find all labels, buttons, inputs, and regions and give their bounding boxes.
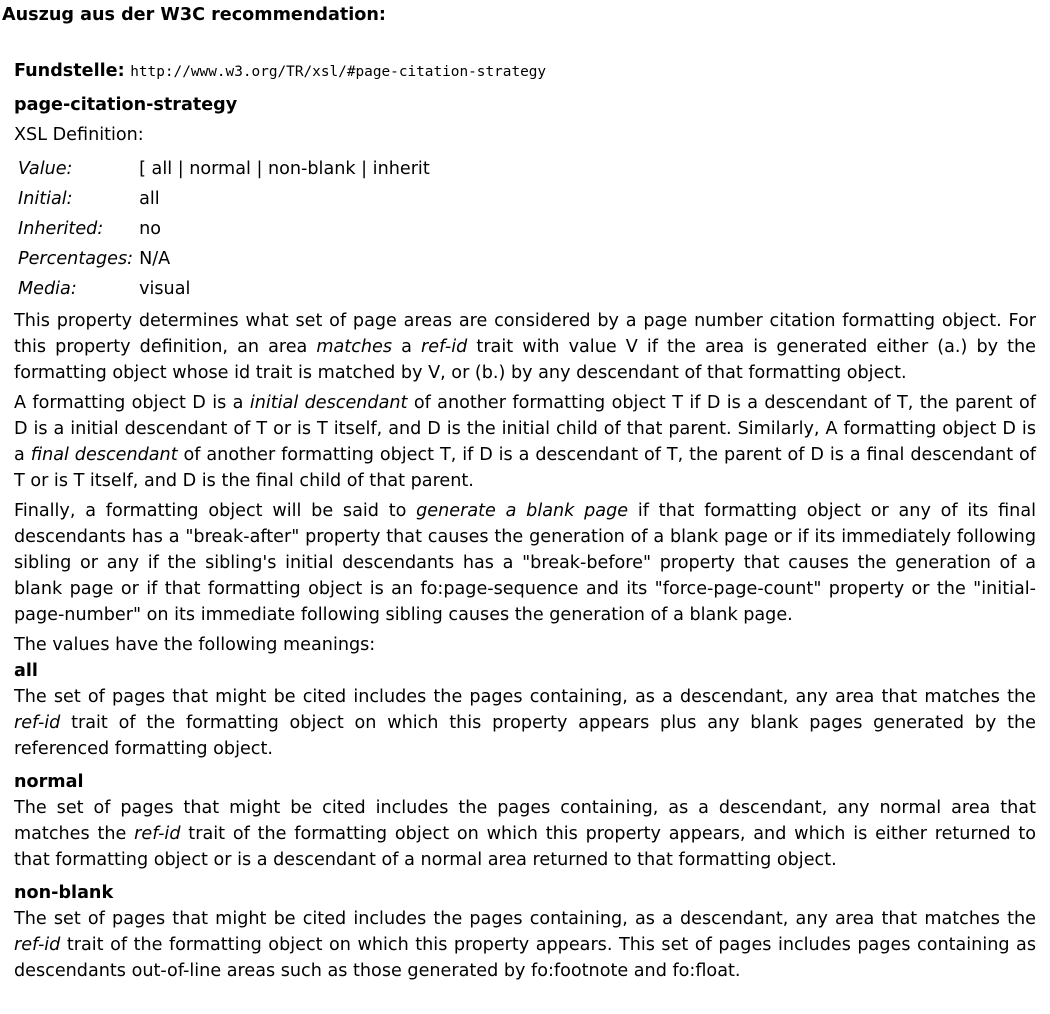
paragraph-descendants: A formatting object D is a initial descendant of another formatting object T if D is a descendant of T, the parent of D is a initial descendant of T or is T itself, and D is the initial child of that parent. Similarly, A formatting object D is a final descendant of another formatting object T, if D is a descendant of T, the parent of D is a final descendant of T or is T itself, and D is the final child of that parent. (14, 393, 1036, 491)
definition-key: Value: (18, 159, 73, 179)
definition-value: N/A (139, 249, 171, 269)
definition-row-media (15, 274, 433, 304)
definition-table (15, 154, 433, 304)
page-heading: Auszug aus der W3C recommendation: (2, 5, 386, 25)
definition-row-inherited (15, 214, 433, 244)
definition-label: XSL Definition: (14, 125, 144, 145)
definition-key: Initial: (18, 189, 73, 209)
value-description-all: The set of pages that might be cited includes the pages containing, as a descendant, any area that matches the ref-id trait of the formatting object on which this property appears plus any blank pages generated by the referenced formatting object. (14, 687, 1036, 759)
definition-key: Inherited: (18, 219, 104, 239)
property-name: page-citation-strategy (14, 95, 238, 115)
source-line (14, 58, 1036, 84)
content (14, 58, 1036, 984)
source-label: Fundstelle: (14, 61, 125, 81)
definition-value: [ all | normal | non-blank | inherit (139, 159, 430, 179)
definition-row-initial (15, 184, 433, 214)
definition-row-value (15, 154, 433, 184)
definition-value: visual (139, 279, 191, 299)
value-name-non-blank: non-blank (14, 883, 114, 903)
value-description-non-blank: The set of pages that might be cited includes the pages containing, as a descendant, any area that matches the ref-id trait of the formatting object on which this property appears. This set of pages includes pages containing as descendants out-of-line areas such as those generated by fo:footnote and fo:float. (14, 909, 1036, 981)
value-description-normal: The set of pages that might be cited includes the pages containing, as a descendant, any normal area that matches the ref-id trait of the formatting object on which this property appears, and which is either returned to that formatting object or is a descendant of a normal area returned to that formatting object. (14, 798, 1036, 870)
paragraph-meanings-intro: The values have the following meanings: (14, 635, 376, 655)
paragraph-area-matching: This property determines what set of page areas are considered by a page number citation formatting object. For this property definition, an area matches a ref-id trait with value V if the area is generated either (a.) by the formatting object whose id trait is matched by V, or (b.) by any descendant of that formatting object. (14, 311, 1036, 383)
definition-value: no (139, 219, 162, 239)
definition-row-percentages (15, 244, 433, 274)
definition-value: all (139, 189, 160, 209)
definition-key: Percentages: (18, 249, 134, 269)
value-name-normal: normal (14, 772, 84, 792)
value-name-all: all (14, 661, 38, 681)
paragraph-blank-page: Finally, a formatting object will be said to generate a blank page if that formatting object or any of its final descendants has a "break-after" property that causes the generation of a blank page or if its immediately following sibling or any if the sibling's initial descendants has a "break-before" property that causes the generation of a blank page or if that formatting object is an fo:page-sequence and its "force-page-count" property or the "initial-page-number" on its immediate following sibling causes the generation of a blank page. (14, 501, 1036, 625)
definition-key: Media: (18, 279, 77, 299)
source-url: http://www.w3.org/TR/xsl/#page-citation-strategy (130, 64, 547, 80)
